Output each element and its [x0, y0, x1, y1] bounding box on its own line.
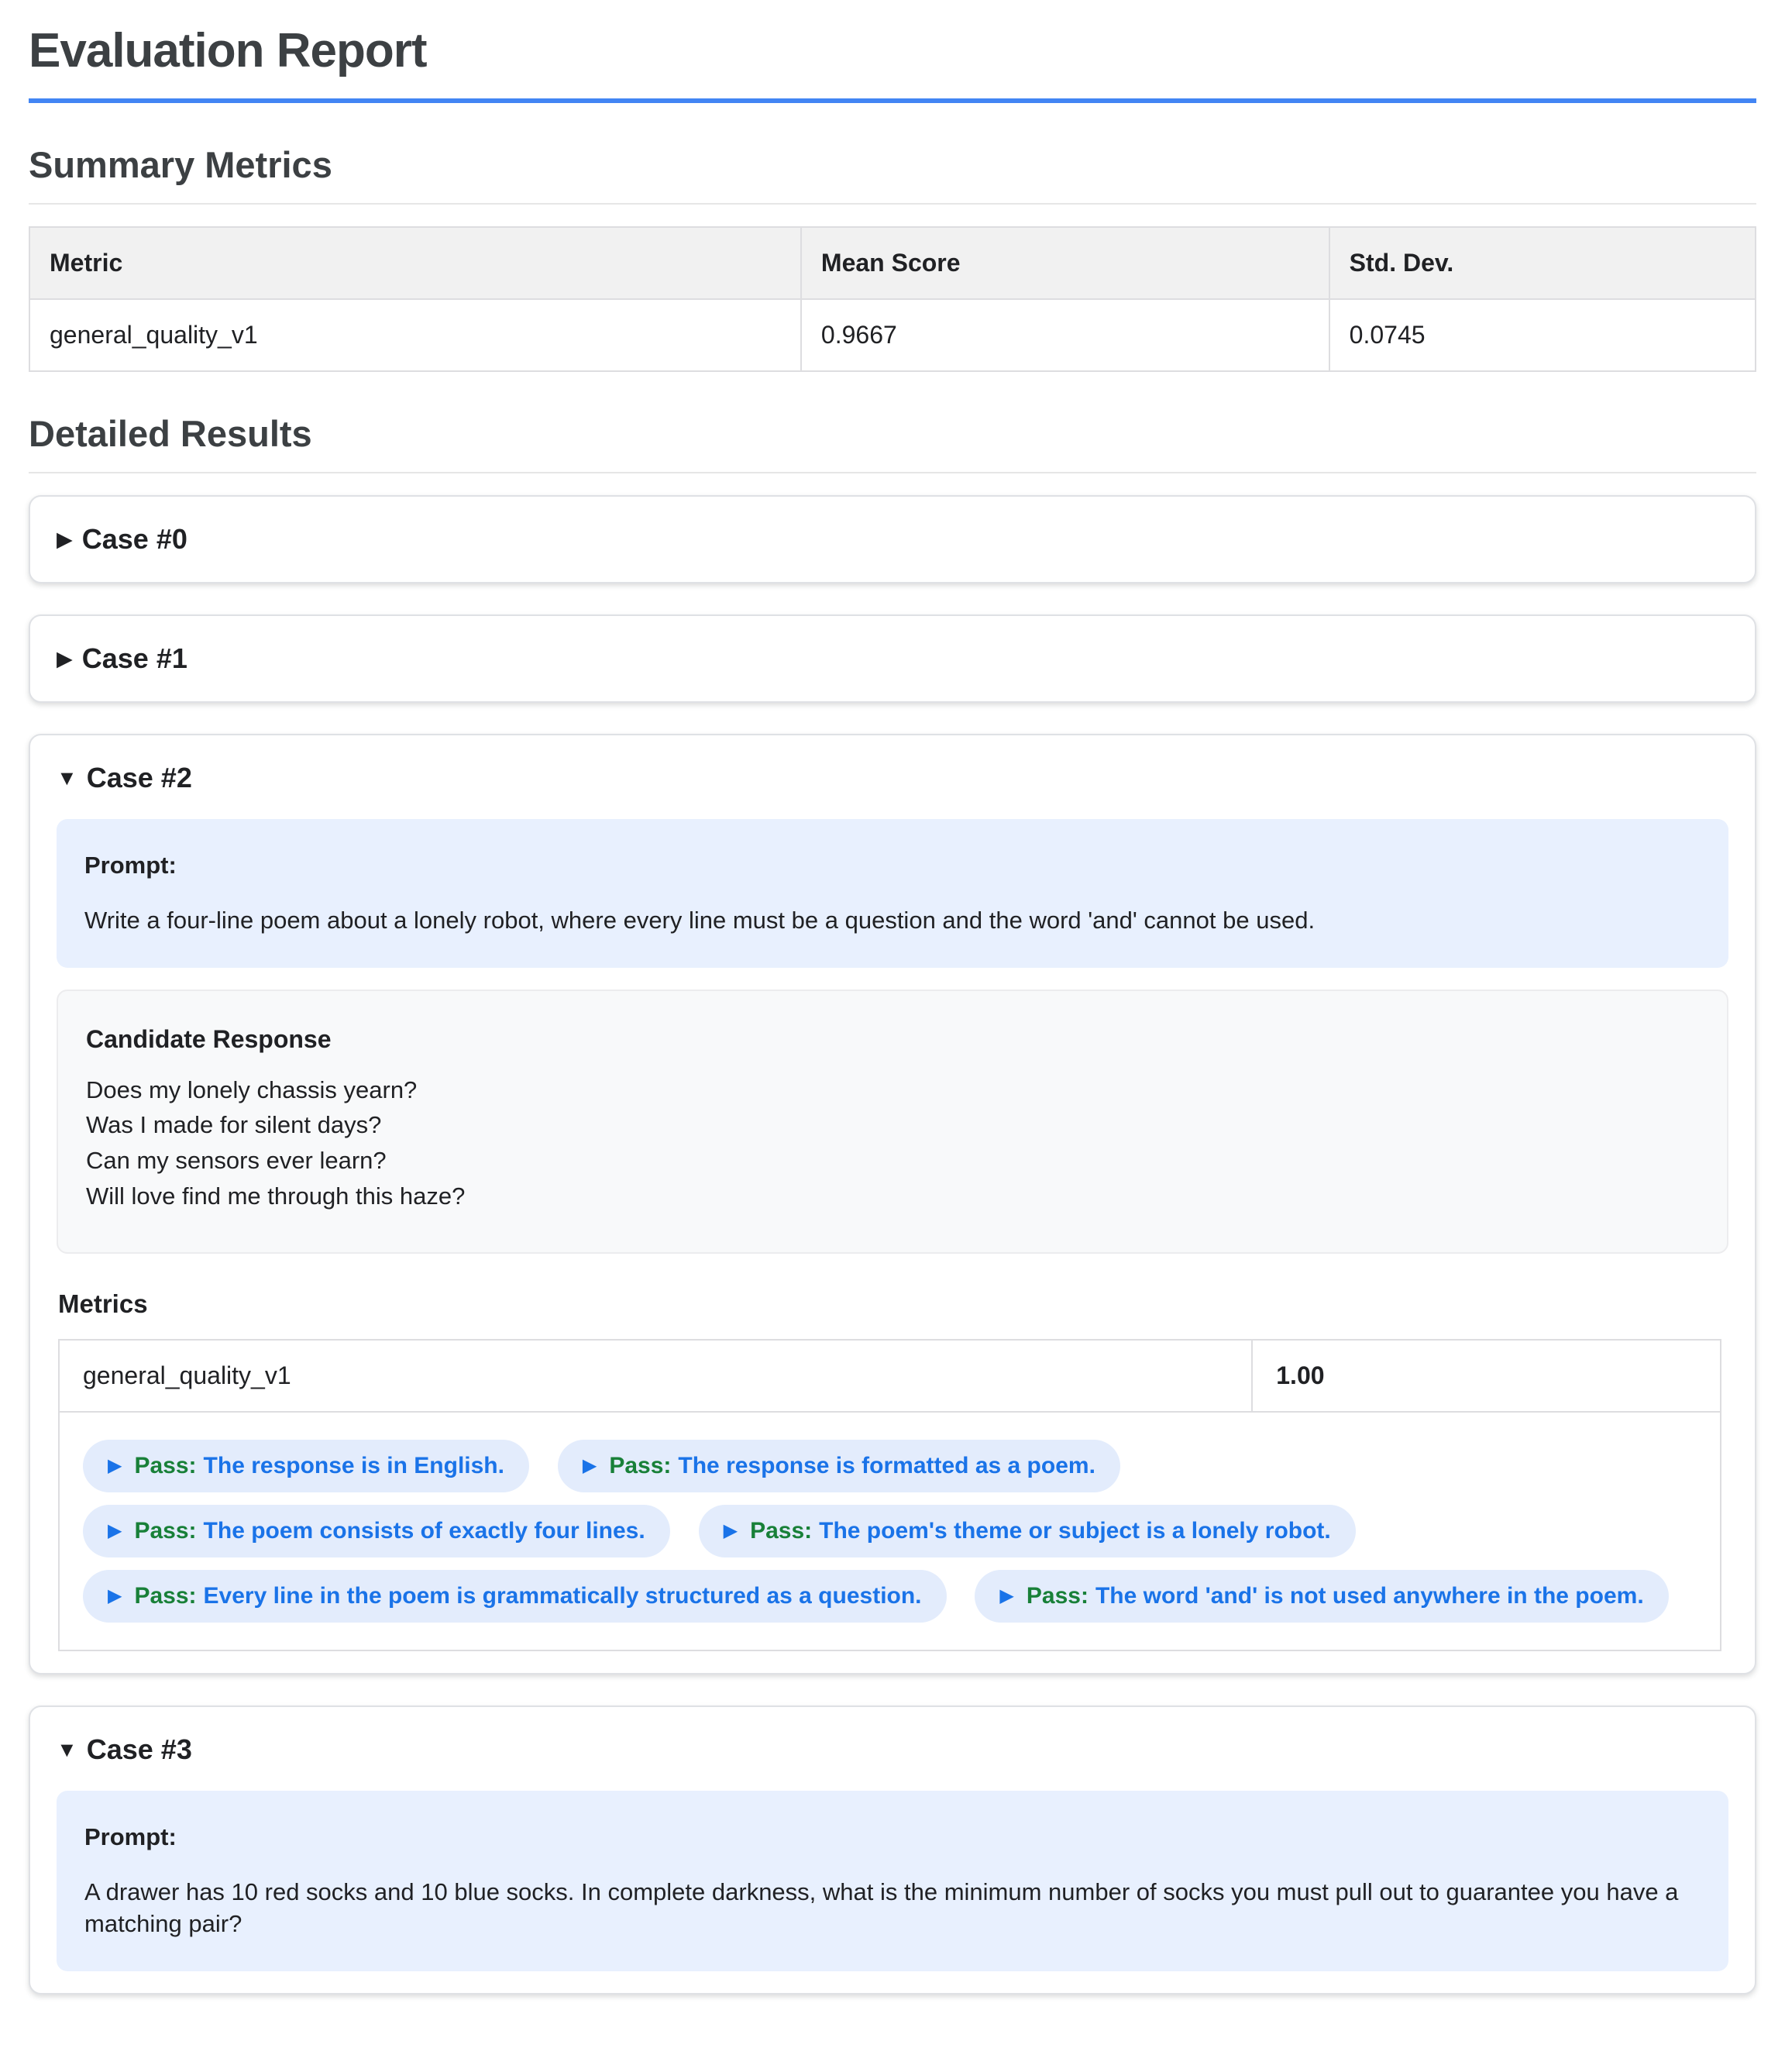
poem-line: Will love find me through this haze? — [86, 1182, 466, 1210]
summary-metrics-heading: Summary Metrics — [29, 143, 1756, 205]
check-separator: : — [188, 1583, 197, 1609]
check-separator: : — [188, 1518, 197, 1544]
summary-std-dev-cell: 0.0745 — [1329, 299, 1756, 371]
collapsed-triangle-icon: ▶ — [57, 528, 73, 551]
check-status: Pass — [134, 1518, 189, 1544]
check-text: The poem consists of exactly four lines. — [203, 1518, 645, 1544]
check-status: Pass — [134, 1453, 189, 1479]
summary-mean-score-cell: 0.9667 — [801, 299, 1329, 371]
case-1-summary[interactable] — [57, 638, 1728, 680]
check-status: Pass — [609, 1453, 664, 1479]
check-text: The response is formatted as a poem. — [678, 1453, 1095, 1479]
case-0-label: Case #0 — [81, 523, 187, 555]
case-3-summary[interactable] — [57, 1729, 1728, 1771]
case-2-prompt-box — [57, 819, 1728, 968]
prompt-text: A drawer has 10 red socks and 10 blue socks. In complete darkness, what is the minimum number of socks you must pull out to guarantee you have a matching pair? — [84, 1878, 1679, 1937]
case-2-checks-row — [59, 1412, 1721, 1650]
check-badge-1[interactable] — [558, 1440, 1120, 1492]
case-2-metric-row — [59, 1340, 1721, 1412]
case-2-card — [29, 734, 1756, 1674]
summary-table-row — [29, 299, 1756, 371]
check-badge-5[interactable] — [975, 1570, 1668, 1623]
collapsed-triangle-icon: ▶ — [57, 647, 73, 670]
page-title: Evaluation Report — [29, 23, 1756, 103]
case-0-card — [29, 495, 1756, 583]
check-text: Every line in the poem is grammatically structured as a question. — [203, 1583, 922, 1609]
metric-column-header: Metric — [29, 227, 801, 299]
prompt-label: Prompt: — [84, 1823, 177, 1851]
case-3-label: Case #3 — [86, 1733, 192, 1766]
poem-line: Does my lonely chassis yearn? — [86, 1076, 418, 1103]
prompt-text: Write a four-line poem about a lonely robot, where every line must be a question and the word 'and' cannot be used. — [84, 906, 1316, 934]
poem-line: Was I made for silent days? — [86, 1111, 382, 1139]
summary-metric-name-cell: general_quality_v1 — [29, 299, 801, 371]
badge-expand-icon: ▶ — [108, 1520, 122, 1542]
case-2-metrics-table — [58, 1339, 1721, 1651]
detailed-results-heading: Detailed Results — [29, 412, 1756, 473]
case-2-candidate-response-box — [57, 990, 1728, 1254]
check-status: Pass — [750, 1518, 805, 1544]
summary-table-header-row — [29, 227, 1756, 299]
badge-expand-icon: ▶ — [999, 1585, 1014, 1607]
check-badge-0[interactable] — [83, 1440, 529, 1492]
case-2-summary[interactable] — [57, 757, 1728, 799]
check-badge-4[interactable] — [83, 1570, 947, 1623]
candidate-response-label: Candidate Response — [86, 1024, 332, 1053]
check-text: The word 'and' is not used anywhere in the poem. — [1095, 1583, 1644, 1609]
candidate-response-text — [86, 1072, 1699, 1213]
case-2-metrics-heading: Metrics — [58, 1289, 148, 1319]
summary-metrics-table — [29, 226, 1756, 372]
checks-container — [59, 1412, 1721, 1650]
case-3-card — [29, 1705, 1756, 1995]
badge-expand-icon: ▶ — [582, 1455, 597, 1477]
check-separator: : — [804, 1518, 813, 1544]
check-separator: : — [663, 1453, 672, 1479]
check-text: The poem's theme or subject is a lonely robot. — [819, 1518, 1331, 1544]
check-badge-2[interactable] — [83, 1505, 670, 1557]
check-badge-3[interactable] — [699, 1505, 1356, 1557]
mean-score-column-header: Mean Score — [801, 227, 1329, 299]
case-metric-score-cell: 1.00 — [1252, 1340, 1721, 1412]
check-status: Pass — [1026, 1583, 1081, 1609]
expanded-triangle-icon: ▼ — [57, 1738, 77, 1762]
badge-expand-icon: ▶ — [108, 1585, 122, 1607]
check-separator: : — [1080, 1583, 1089, 1609]
prompt-label: Prompt: — [84, 852, 177, 879]
case-3-prompt-box — [57, 1791, 1728, 1971]
expanded-triangle-icon: ▼ — [57, 766, 77, 790]
badge-expand-icon: ▶ — [723, 1520, 738, 1542]
case-2-label: Case #2 — [86, 762, 192, 793]
check-status: Pass — [134, 1583, 189, 1609]
case-1-label: Case #1 — [81, 642, 187, 674]
check-separator: : — [188, 1453, 197, 1479]
poem-line: Can my sensors ever learn? — [86, 1146, 387, 1174]
badge-expand-icon: ▶ — [108, 1455, 122, 1477]
case-metric-name-cell: general_quality_v1 — [59, 1340, 1252, 1412]
check-text: The response is in English. — [203, 1453, 504, 1479]
std-dev-column-header: Std. Dev. — [1329, 227, 1756, 299]
case-1-card — [29, 614, 1756, 703]
case-0-summary[interactable] — [57, 518, 1728, 560]
